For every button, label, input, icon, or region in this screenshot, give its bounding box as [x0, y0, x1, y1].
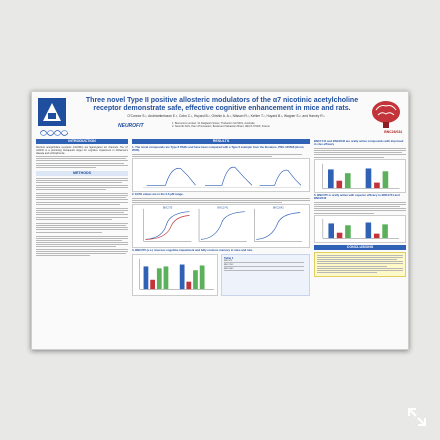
results-3-heading: 3. BNC375 (s.c.) reverses cognitive impairment and fully restores memory in mice and rats.: [132, 248, 253, 253]
poster-authors: O'Connor S.¹, Andriambeloson E.², Cobo C.¹, Huyard B.², Grishin A. A.¹, Nilsson R.¹, Kehler T.¹, Huyard B.², Wagner S.², and Harvey R.¹: [127, 114, 325, 118]
conclusions-box: [314, 252, 406, 278]
middle-column: [132, 139, 310, 345]
right-lines-2: [314, 202, 406, 214]
left-column: [36, 139, 128, 345]
compound-label-1: BNC375: [162, 206, 173, 210]
dose-response-panel-2: [199, 209, 247, 241]
affiliations: [172, 122, 342, 128]
bar-chart-figure: [132, 254, 218, 296]
compound-label-2: BNC1741: [217, 206, 229, 210]
results-1-heading: 1. The novel compounds are Type II PAMs and have been compared with a Type II example from the literature, PNU-120596 (Hurst, 2005).: [132, 145, 305, 153]
bionomics-logo-icon: [37, 97, 67, 127]
right-column: [314, 139, 406, 345]
dose-response-panel-3: [254, 209, 302, 241]
conclusions-header: CONCLUSIONS: [314, 245, 406, 250]
expand-icon[interactable]: [406, 406, 428, 428]
right-lines-1: [314, 148, 406, 158]
right-subheading: 5. BNC375 is orally active with superior efficacy to BNC1741 and BNC2042: [314, 192, 400, 201]
summary-table: [221, 254, 310, 296]
results-3-row: [132, 254, 310, 296]
electrophysiology-traces-figure: [132, 158, 310, 192]
dose-response-panel-1: [144, 209, 192, 241]
results-header: RESULTS: [132, 139, 310, 144]
intro-text: Nicotinic acetylcholine receptors (nAChRs) are ligand-gated ion channels. The α7 nAChR is a promising therapeutic target for cognitive impairment in Alzheimer's disease and schizophrenia.: [36, 146, 128, 155]
compound-label-3: BNC2042: [272, 206, 284, 210]
dose-response-figure: [132, 204, 310, 248]
methods-header: METHODS: [36, 171, 128, 176]
brain-logo-icon: [368, 96, 404, 132]
poster: [31, 91, 409, 350]
results-2-heading: 2. EC50 values are in the 0.3 μM range.: [132, 192, 184, 197]
affiliation-1: 1. Bionomics Limited, 31 Dalgleish Street, Thebarton SA 5031, Australia: [172, 122, 255, 125]
intro-body-lines: [36, 156, 128, 168]
table-row-1: BNC375: [224, 259, 233, 262]
results-1-lines: [132, 154, 310, 157]
affiliation-2: 2. Neurofit SAS, Parc d'Innovation, Boulevard Sébastien Brant, Illkirch 67400, France: [172, 125, 270, 129]
methods-body-lines: [36, 178, 128, 256]
table-row-2: BNC1741: [224, 264, 234, 267]
right-figure-2: [314, 215, 406, 243]
dna-helix-icon: [40, 128, 68, 138]
table-row-3: BNC2042: [224, 268, 234, 271]
results-2-lines: [132, 198, 310, 203]
table-title: Table 1: [224, 255, 234, 260]
right-figure-1: [314, 159, 406, 193]
poster-title: Three novel Type II positive allosteric modulators of the α7 nicotinic acetylcholine receptor demonstrate safe, effective cognitive enhancement in mice and rats.: [85, 97, 359, 112]
introduction-header: INTRODUCTION: [36, 139, 128, 144]
neurofit-logo: NEUROFIT: [118, 123, 144, 129]
poster-code: BNC24/034: [384, 130, 402, 134]
right-heading: BNC1741 and BNC2042 are orally active compounds with improved in vivo efficacy: [314, 139, 404, 147]
